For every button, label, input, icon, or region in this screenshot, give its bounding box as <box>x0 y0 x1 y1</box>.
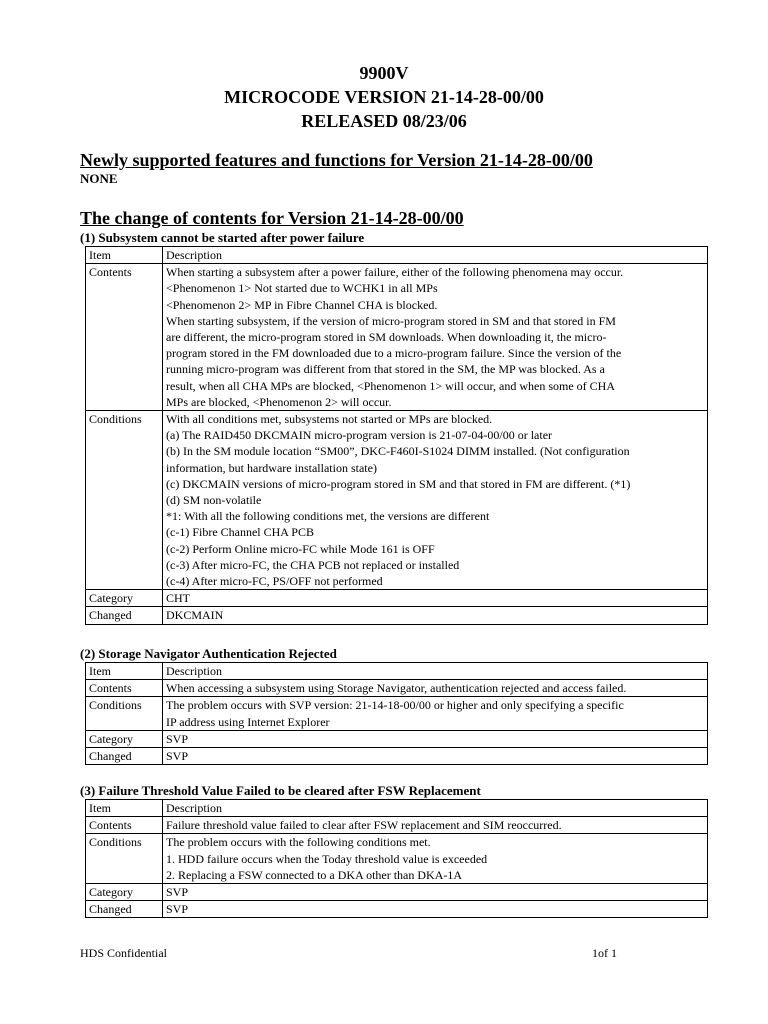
change-table-2 <box>85 662 708 765</box>
table-row <box>86 834 708 884</box>
table-row <box>86 748 708 765</box>
description-line: With all conditions met, subsystems not started or MPs are blocked. <box>166 412 493 427</box>
description-line: (c) DKCMAIN versions of micro-program stored in SM and that stored in FM are different. (*1) <box>166 476 631 491</box>
description-line: SVP <box>166 902 189 917</box>
description-line: IP address using Internet Explorer <box>166 714 330 729</box>
row-description <box>163 834 708 884</box>
row-description <box>163 663 708 680</box>
description-line: *1: With all the following conditions met, the versions are different <box>166 509 490 524</box>
table-row <box>86 590 708 607</box>
description-line: information, but hardware installation state) <box>166 460 377 475</box>
description-line: Description <box>166 801 222 815</box>
description-line: (c-1) Fibre Channel CHA PCB <box>166 525 314 540</box>
section-title: (1) Subsystem cannot be started after power failure <box>80 230 365 245</box>
description-line: <Phenomenon 2> MP in Fibre Channel CHA is blocked. <box>166 297 438 312</box>
description-line: running micro-program was different from that stored in the SM, the MP was blocked. As a <box>166 362 605 377</box>
description-line: SVP <box>166 885 189 900</box>
row-label: Contents <box>86 817 163 834</box>
table-row <box>86 411 708 590</box>
description-line: Description <box>166 248 222 262</box>
row-label: Category <box>86 730 163 747</box>
row-label: Conditions <box>86 697 163 730</box>
release-date-title: RELEASED 08/23/06 <box>301 111 467 131</box>
description-line: When starting a subsystem after a power failure, either of the following phenomena may occur. <box>166 265 624 280</box>
footer-confidential: HDS Confidential <box>80 946 167 960</box>
row-label: Contents <box>86 680 163 697</box>
row-description <box>163 411 708 590</box>
description-line: The problem occurs with the following conditions met. <box>166 835 431 850</box>
description-line: When starting subsystem, if the version of micro-program stored in SM and that stored in FM <box>166 313 616 328</box>
model-title: 9900V <box>359 63 409 83</box>
description-line: When accessing a subsystem using Storage Navigator, authentication rejected and access failed. <box>166 681 627 696</box>
footer-page-number: 1of 1 <box>592 946 617 960</box>
description-line: program stored in the FM downloaded due to a micro-program failure. Since the version of the <box>166 346 622 361</box>
row-description <box>163 247 708 264</box>
table-row <box>86 247 708 264</box>
description-line: (b) In the SM module location “SM00”, DKC-F460I-S1024 DIMM installed. (Not configuration <box>166 444 630 459</box>
table-row <box>86 730 708 747</box>
description-line: 1. HDD failure occurs when the Today threshold value is exceeded <box>166 851 488 866</box>
section-title: (2) Storage Navigator Authentication Rejected <box>80 646 337 661</box>
row-label: Changed <box>86 607 163 624</box>
row-description <box>163 884 708 901</box>
row-description <box>163 264 708 411</box>
row-label: Conditions <box>86 411 163 590</box>
row-label: Category <box>86 884 163 901</box>
description-line: (c-3) After micro-FC, the CHA PCB not replaced or installed <box>166 557 460 572</box>
row-label: Conditions <box>86 834 163 884</box>
row-description <box>163 697 708 730</box>
change-table-3 <box>85 799 708 918</box>
change-table-1 <box>85 246 708 625</box>
description-line: <Phenomenon 1> Not started due to WCHK1 in all MPs <box>166 281 438 296</box>
description-line: (d) SM non-volatile <box>166 493 262 508</box>
table-row <box>86 680 708 697</box>
description-line: SVP <box>166 749 189 764</box>
row-label: Category <box>86 590 163 607</box>
description-line: are different, the micro-program stored in SM downloads. When downloading it, the micro- <box>166 330 607 345</box>
row-label: Contents <box>86 264 163 411</box>
row-description <box>163 680 708 697</box>
row-label: Item <box>86 800 163 817</box>
description-line: (a) The RAID450 DKCMAIN micro-program version is 21-07-04-00/00 or later <box>166 428 553 443</box>
row-description <box>163 748 708 765</box>
row-label: Changed <box>86 748 163 765</box>
row-description <box>163 800 708 817</box>
table-row <box>86 264 708 411</box>
description-line: result, when all CHA MPs are blocked, <Phenomenon 1> will occur, and when some of CHA <box>166 378 615 393</box>
row-description <box>163 730 708 747</box>
description-line: DKCMAIN <box>166 608 224 623</box>
table-row <box>86 697 708 730</box>
description-line: 2. Replacing a FSW connected to a DKA other than DKA-1A <box>166 867 463 882</box>
description-line: Description <box>166 664 222 678</box>
new-features-heading: Newly supported features and functions for Version 21-14-28-00/00 <box>80 150 593 170</box>
microcode-version-title: MICROCODE VERSION 21-14-28-00/00 <box>224 87 544 107</box>
table-row <box>86 607 708 624</box>
table-row <box>86 800 708 817</box>
section-title: (3) Failure Threshold Value Failed to be cleared after FSW Replacement <box>80 783 481 798</box>
table-row <box>86 663 708 680</box>
description-line: MPs are blocked, <Phenomenon 2> will occur. <box>166 394 392 409</box>
row-description <box>163 590 708 607</box>
row-label: Changed <box>86 901 163 918</box>
description-line: Failure threshold value failed to clear after FSW replacement and SIM reoccurred. <box>166 818 562 833</box>
description-line: (c-2) Perform Online micro-FC while Mode 161 is OFF <box>166 541 435 556</box>
description-line: CHT <box>166 591 190 606</box>
table-row <box>86 901 708 918</box>
row-description <box>163 901 708 918</box>
table-row <box>86 817 708 834</box>
table-row <box>86 884 708 901</box>
description-line: The problem occurs with SVP version: 21-14-18-00/00 or higher and only specifying a specific <box>166 698 624 713</box>
row-label: Item <box>86 247 163 264</box>
row-description <box>163 817 708 834</box>
description-line: (c-4) After micro-FC, PS/OFF not performed <box>166 574 383 589</box>
row-description <box>163 607 708 624</box>
row-label: Item <box>86 663 163 680</box>
description-line: SVP <box>166 731 189 746</box>
changes-heading: The change of contents for Version 21-14-28-00/00 <box>80 208 464 228</box>
new-features-value: NONE <box>80 171 118 186</box>
